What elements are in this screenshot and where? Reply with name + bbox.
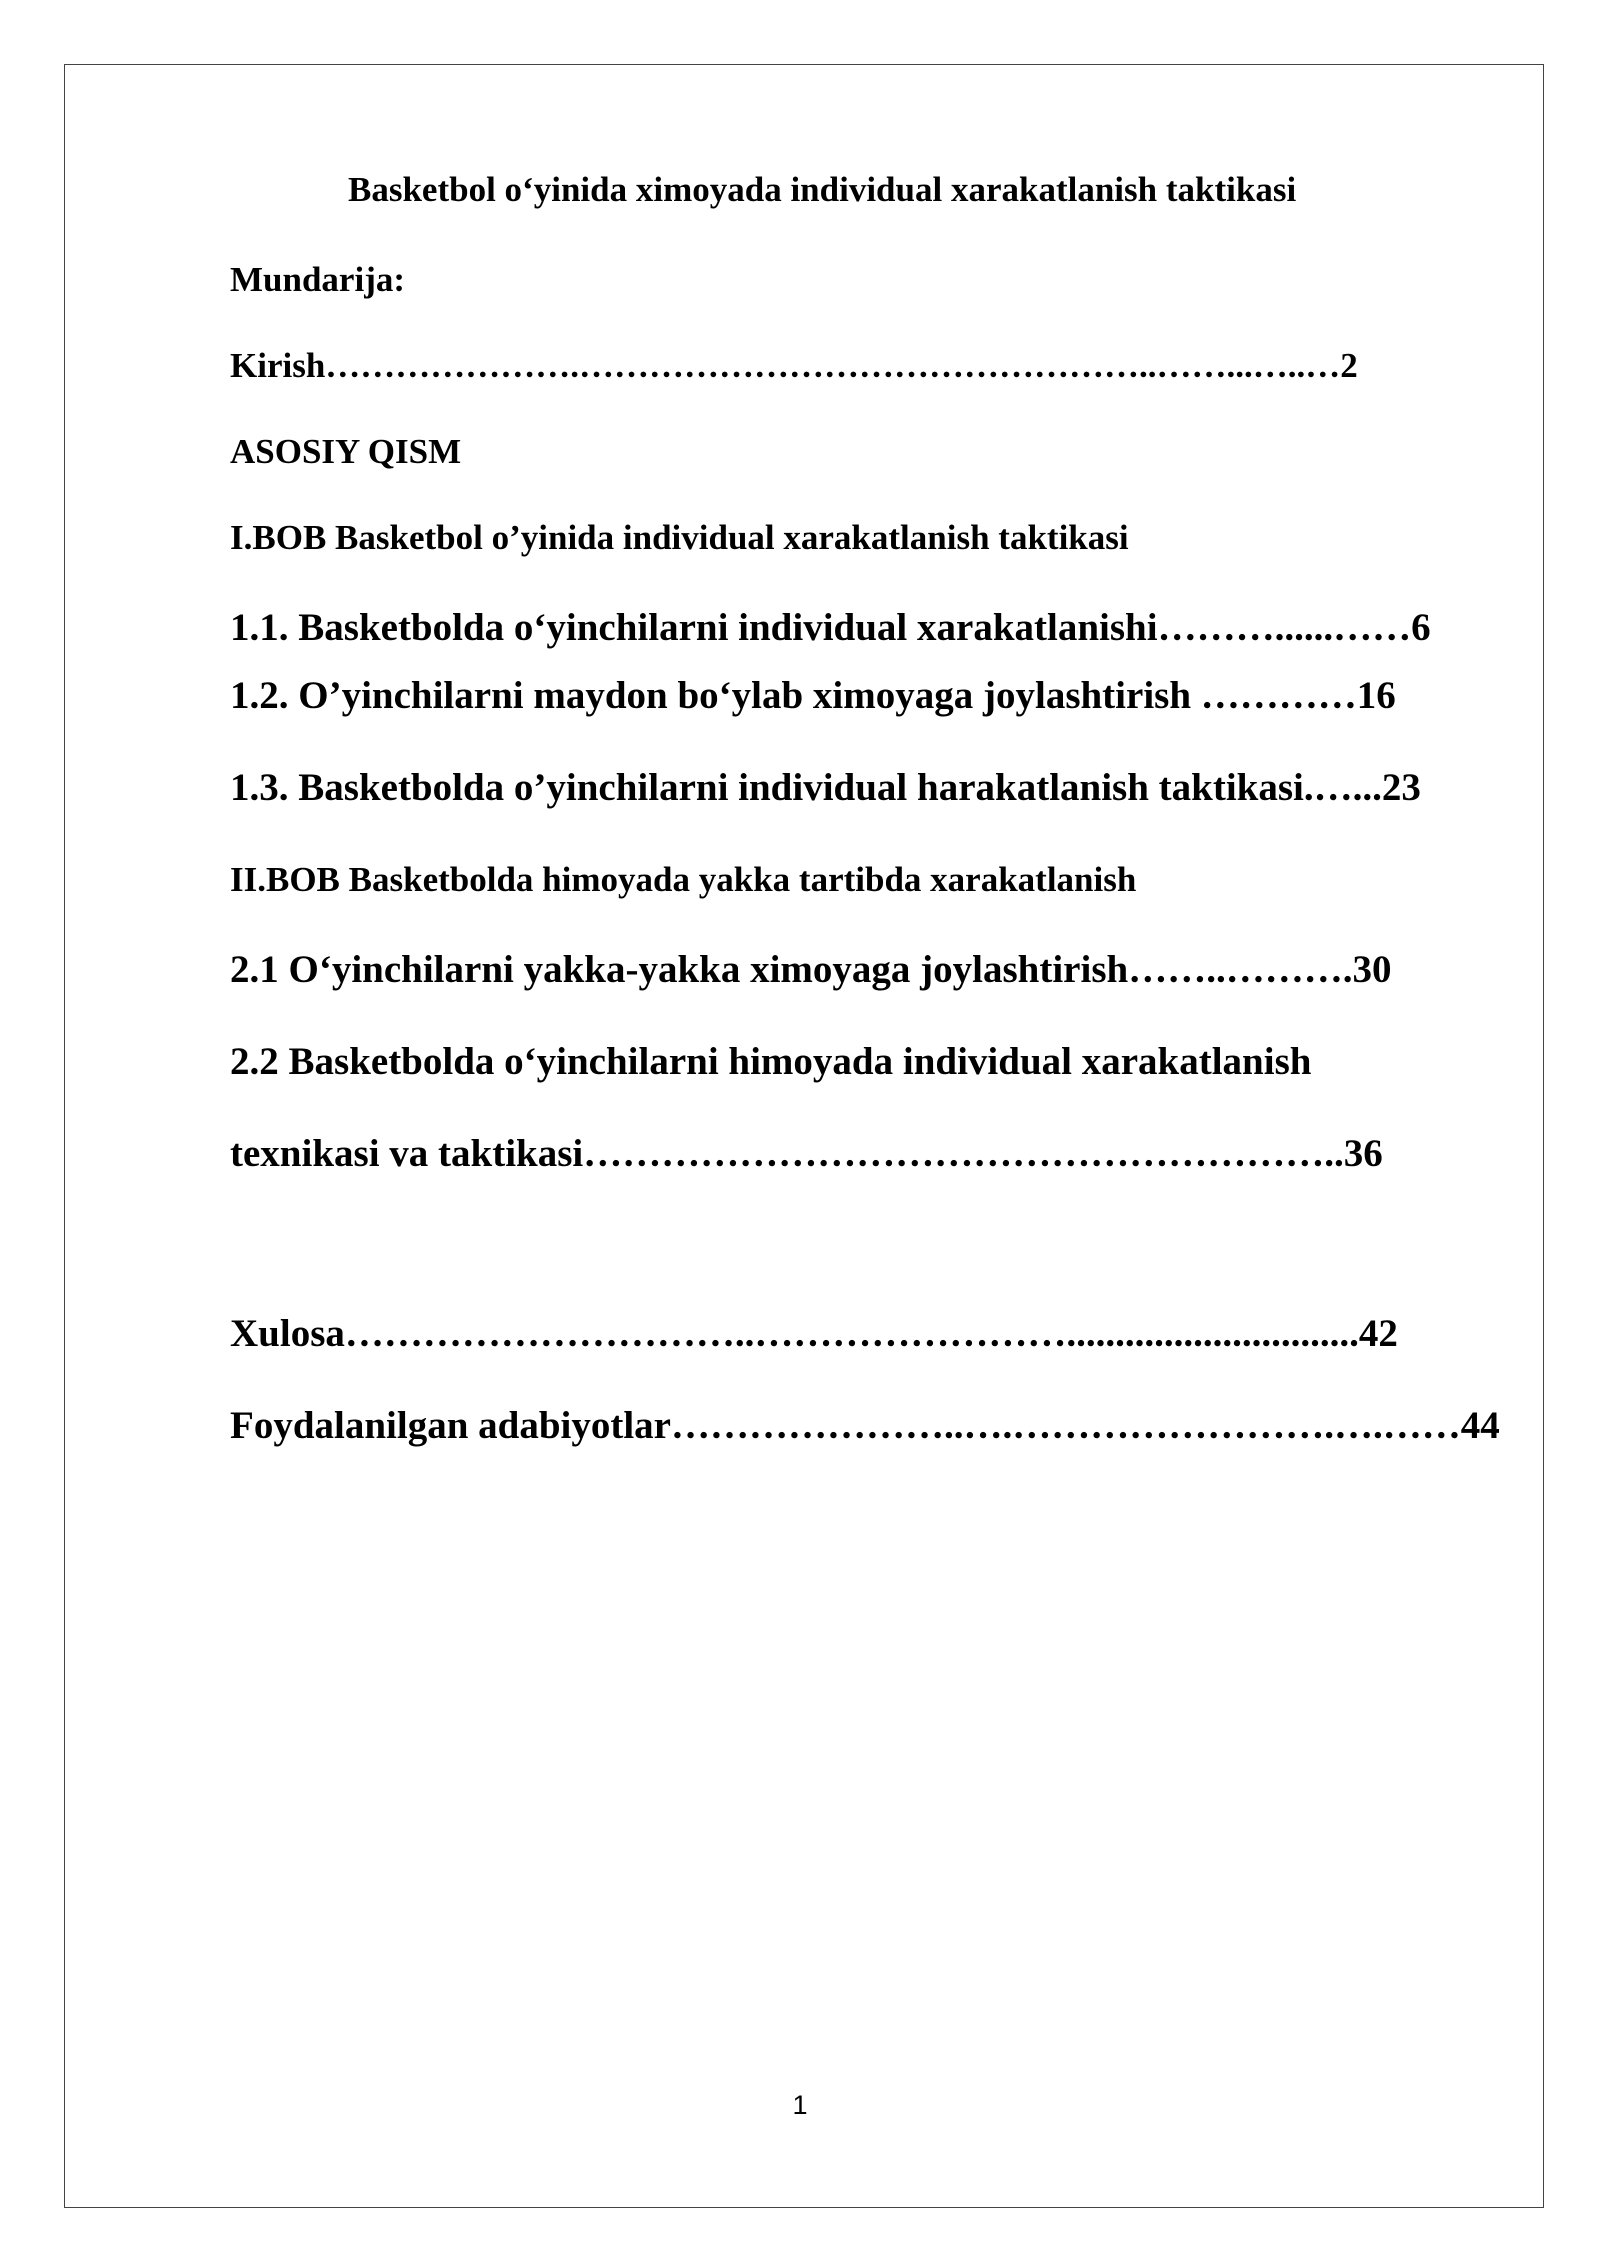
toc-entry-1-1: 1.1. Basketbolda o‘yinchilarni individual xarakatlanishi………......……6	[230, 606, 1431, 649]
toc-entry-2-2-continued: texnikasi va taktikasi…………………………………………………..36	[230, 1132, 1383, 1175]
contents-heading: Mundarija:	[230, 260, 405, 299]
toc-entry-1-2: 1.2. O’yinchilarni maydon bo‘ylab ximoyaga joylashtirish …………16	[230, 674, 1396, 717]
toc-entry-2-2: 2.2 Basketbolda o‘yinchilarni himoyada individual xarakatlanish	[230, 1040, 1312, 1083]
toc-section-asosiy-qism: ASOSIY QISM	[230, 432, 462, 471]
toc-entry-2-1: 2.1 O‘yinchilarni yakka-yakka ximoyaga joylashtirish……..……….30	[230, 948, 1392, 991]
toc-entry-xulosa: Xulosa…………………………..……………………..............................42	[230, 1312, 1398, 1355]
toc-entry-adabiyotlar: Foydalanilgan adabiyotlar…………………..….…………………….….……44	[230, 1404, 1500, 1447]
toc-chapter-1: I.BOB Basketbol o’yinida individual xarakatlanish taktikasi	[230, 518, 1129, 557]
page-number: 1	[792, 2090, 808, 2120]
document-title: Basketbol o‘yinida ximoyada individual xarakatlanish taktikasi	[348, 170, 1297, 209]
toc-chapter-2: II.BOB Basketbolda himoyada yakka tartibda xarakatlanish	[230, 860, 1137, 899]
toc-entry-1-3: 1.3. Basketbolda o’yinchilarni individual harakatlanish taktikasi.…...23	[230, 766, 1421, 809]
toc-entry-kirish: Kirish………………….…………………………………………..……...…..…2	[230, 346, 1358, 385]
